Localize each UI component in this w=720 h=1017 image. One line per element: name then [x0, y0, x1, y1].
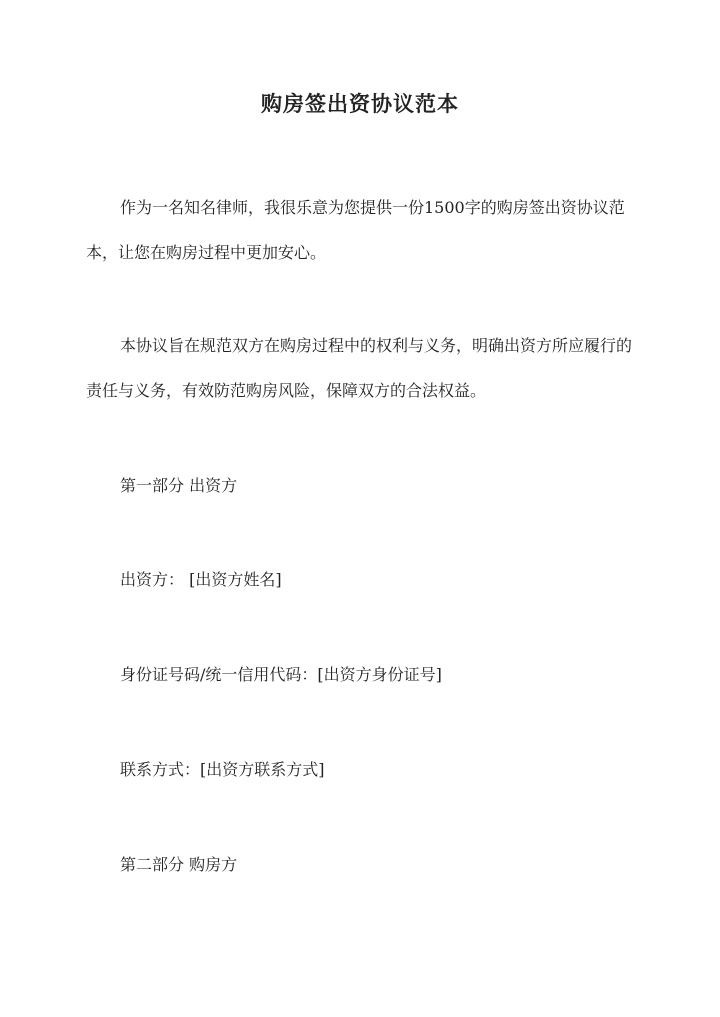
purpose-paragraph: 本协议旨在规范双方在购房过程中的权利与义务，明确出资方所应履行的责任与义务，有效防范购房风险，保障双方的合法权益。: [86, 336, 633, 400]
section-heading-part-two: 第二部分 购房方: [120, 855, 238, 874]
investor-id-line: 身份证号码/统一信用代码：[出资方身份证号]: [120, 665, 442, 684]
section-heading-part-one: 第一部分 出资方: [120, 476, 238, 495]
document-title: 购房签出资协议范本: [261, 91, 459, 116]
investor-name-line: 出资方： [出资方姓名]: [120, 570, 282, 589]
investor-contact-line: 联系方式：[出资方联系方式]: [120, 760, 325, 779]
intro-paragraph: 作为一名知名律师，我很乐意为您提供一份1500字的购房签出资协议范本，让您在购房过程中更加安心。: [86, 198, 625, 262]
